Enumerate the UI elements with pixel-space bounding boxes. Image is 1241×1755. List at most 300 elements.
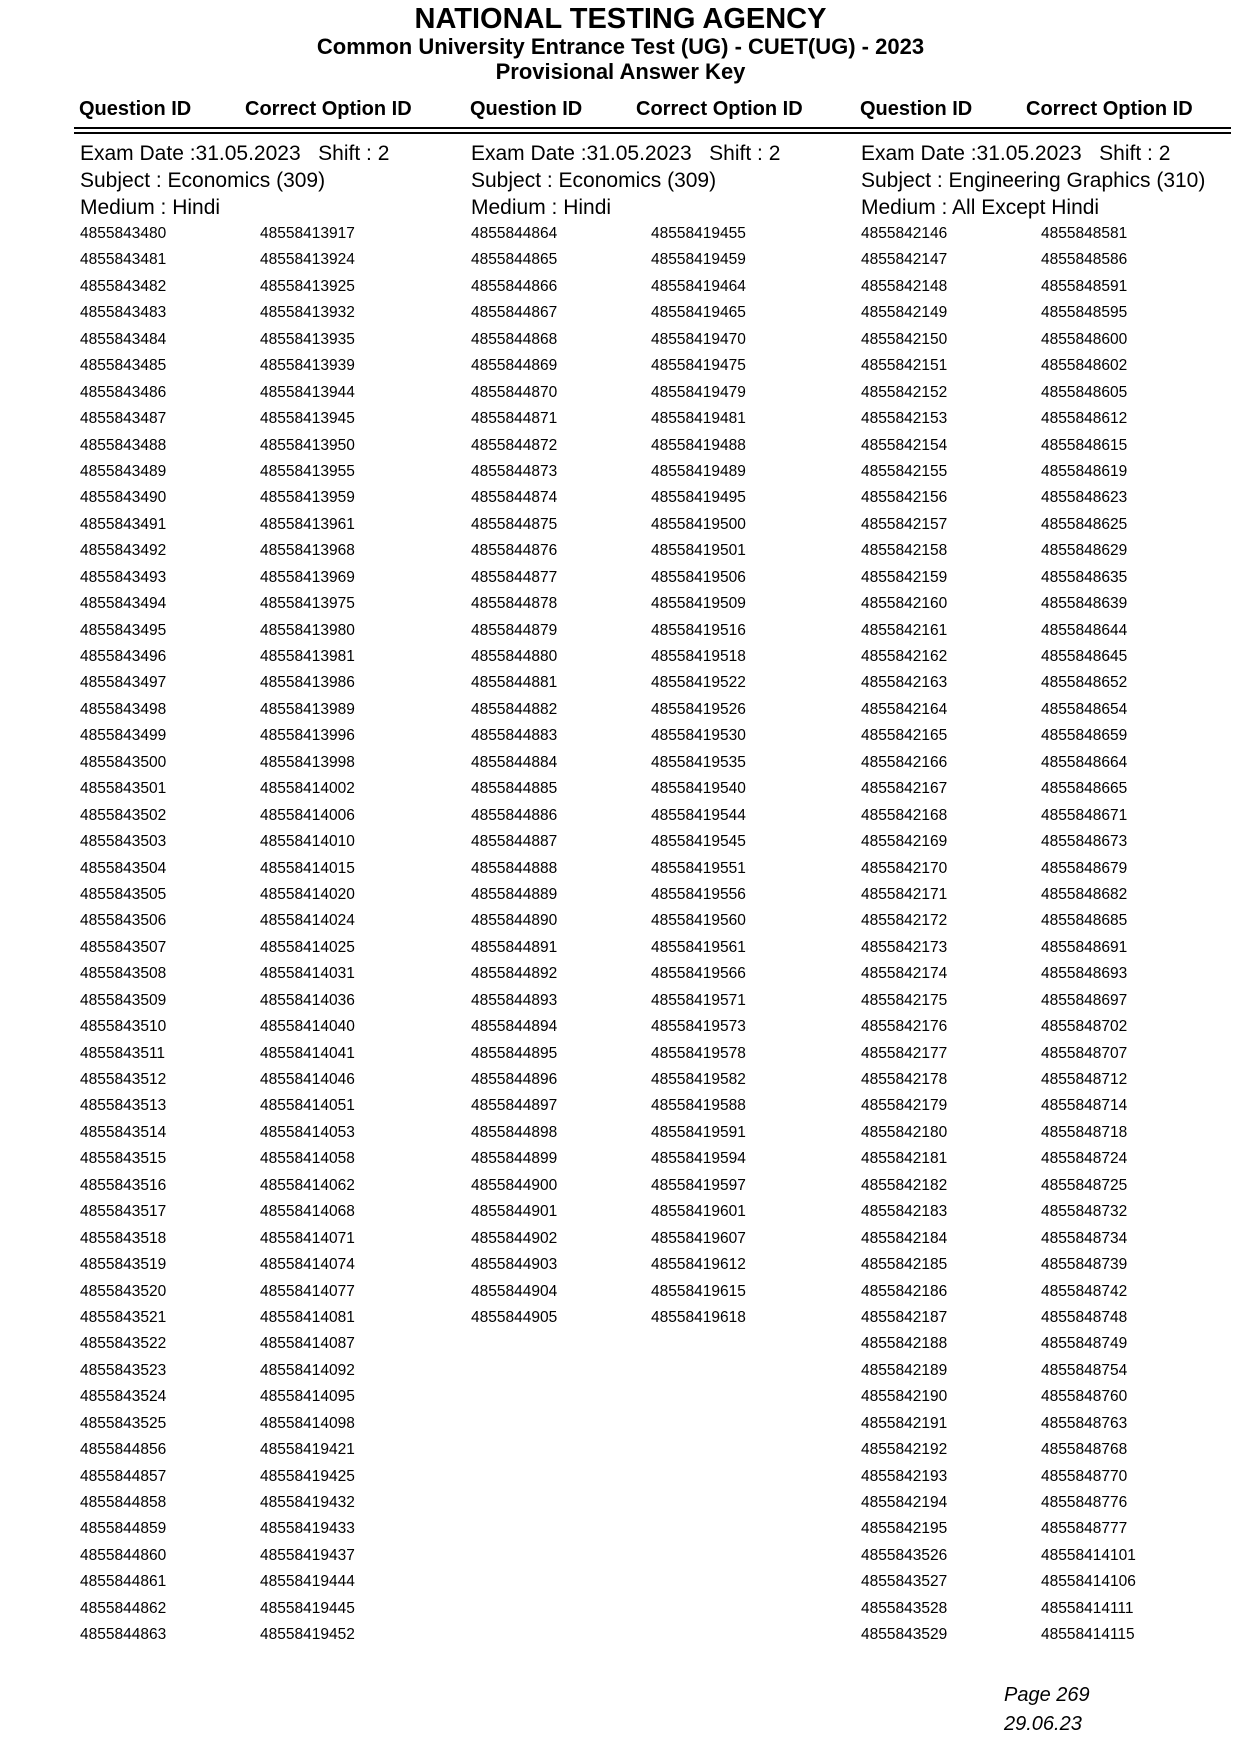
correct-option-id-cell: 48558419479 [651, 383, 746, 401]
correct-option-id-cell: 4855848742 [1041, 1282, 1128, 1300]
correct-option-id-cell: 4855848712 [1041, 1071, 1128, 1088]
question-id-cell: 4855843491 [80, 515, 167, 533]
question-id-cell: 4855844905 [471, 1308, 558, 1326]
table-row [861, 829, 1241, 855]
question-id-cell: 4855843499 [80, 727, 167, 745]
correct-option-id-cell: 48558419582 [651, 1071, 746, 1088]
table-row [861, 1569, 1241, 1595]
table-row [80, 1226, 460, 1252]
table-row [80, 961, 460, 987]
table-row [861, 1014, 1241, 1040]
table-row [861, 1305, 1241, 1331]
table-row [471, 750, 851, 776]
table-row [80, 1358, 460, 1384]
question-id-cell: 4855843513 [80, 1097, 167, 1115]
correct-option-id-cell: 48558413935 [260, 330, 355, 348]
correct-option-id-cell: 48558419518 [651, 648, 746, 665]
table-row [861, 1199, 1241, 1225]
correct-option-id-cell: 48558414106 [1041, 1573, 1136, 1591]
table-row [80, 1199, 460, 1225]
question-id-cell: 4855844880 [471, 648, 558, 665]
correct-option-id-cell: 4855848693 [1041, 965, 1128, 983]
correct-option-id-cell: 48558419500 [651, 515, 746, 533]
correct-option-id-cell: 48558413975 [260, 595, 355, 613]
correct-option-id-cell: 4855848625 [1041, 515, 1128, 533]
correct-option-id-cell: 48558419544 [651, 806, 746, 824]
table-row [861, 988, 1241, 1014]
question-id-cell: 4855844890 [471, 912, 558, 930]
exam-shift: Shift : 2 [709, 142, 781, 165]
correct-option-id-cell: 48558414020 [260, 885, 355, 903]
correct-option-id-cell: 48558413980 [260, 621, 355, 639]
question-id-cell: 4855844868 [471, 330, 558, 348]
correct-option-id-cell: 48558419526 [651, 700, 746, 718]
correct-option-id-cell: 48558419561 [651, 938, 746, 956]
correct-option-id-cell: 48558414087 [260, 1335, 355, 1353]
question-id-cell: 4855842156 [861, 489, 948, 507]
correct-option-id-cell: 48558419594 [651, 1150, 746, 1168]
question-id-cell: 4855843516 [80, 1176, 167, 1194]
exam-subject: Subject : Economics (309) [471, 169, 717, 192]
question-id-cell: 4855843517 [80, 1203, 167, 1221]
question-id-cell: 4855843488 [80, 436, 167, 454]
exam-name: Common University Entrance Test (UG) - CUET(UG) - 2023 [316, 34, 925, 59]
question-id-cell: 4855842165 [861, 727, 948, 745]
correct-option-id-cell: 4855848652 [1041, 674, 1128, 692]
table-row [471, 353, 851, 379]
correct-option-id-cell: 48558414015 [260, 859, 355, 877]
correct-option-id-cell: 48558419506 [651, 568, 746, 586]
correct-option-id-cell: 48558419530 [651, 727, 746, 745]
question-id-cell: 4855843487 [80, 410, 167, 428]
table-row [471, 908, 851, 934]
correct-option-id-cell: 4855848602 [1041, 357, 1128, 375]
correct-option-id-cell: 4855848697 [1041, 991, 1128, 1009]
question-id-cell: 4855844866 [471, 277, 558, 295]
question-id-cell: 4855843518 [80, 1229, 167, 1247]
correct-option-id-cell: 48558419545 [651, 833, 746, 851]
question-id-cell: 4855842151 [861, 357, 948, 375]
correct-option-id-cell: 48558419516 [651, 621, 746, 639]
question-id-cell: 4855842162 [861, 648, 948, 665]
table-row [471, 856, 851, 882]
table-row [861, 1437, 1241, 1463]
table-row [861, 565, 1241, 591]
correct-option-id-cell: 48558419618 [651, 1308, 746, 1326]
table-row [861, 1226, 1241, 1252]
table-row [80, 988, 460, 1014]
question-id-cell: 4855844878 [471, 595, 558, 613]
question-id-cell: 4855844892 [471, 965, 558, 983]
table-row [861, 1516, 1241, 1542]
question-id-cell: 4855842189 [861, 1361, 948, 1379]
correct-option-id-cell: 48558419432 [260, 1494, 355, 1511]
table-row [80, 433, 460, 459]
exam-date: Exam Date :31.05.2023 [861, 142, 1082, 165]
table-row [80, 1569, 460, 1595]
table-row [861, 723, 1241, 749]
correct-option-id-cell: 48558413944 [260, 383, 355, 401]
correct-option-id-cell: 4855848749 [1041, 1335, 1128, 1353]
answer-rows [471, 221, 851, 1331]
table-row [861, 327, 1241, 353]
correct-option-id-cell: 4855848679 [1041, 859, 1128, 877]
question-id-cell: 4855842190 [861, 1388, 948, 1406]
correct-option-id-cell: 4855848586 [1041, 251, 1128, 269]
question-id-cell: 4855843522 [80, 1335, 167, 1353]
question-id-cell: 4855843500 [80, 753, 167, 771]
correct-option-id-cell: 4855848714 [1041, 1097, 1128, 1115]
question-id-cell: 4855842182 [861, 1176, 948, 1194]
question-id-cell: 4855843506 [80, 912, 167, 930]
question-id-cell: 4855842191 [861, 1414, 948, 1432]
exam-shift: Shift : 2 [318, 142, 390, 165]
table-row [861, 538, 1241, 564]
correct-option-id-cell: 48558414092 [260, 1361, 355, 1379]
question-id-cell: 4855843519 [80, 1256, 167, 1274]
table-row [471, 1041, 851, 1067]
correct-option-id-cell: 48558414068 [260, 1203, 355, 1221]
question-id-cell: 4855842166 [861, 753, 948, 771]
table-row [861, 1252, 1241, 1278]
table-row [471, 670, 851, 696]
question-id-cell: 4855843489 [80, 462, 167, 480]
correct-option-id-cell: 48558414095 [260, 1388, 355, 1406]
table-row [471, 1093, 851, 1119]
exam-date: Exam Date :31.05.2023 [80, 142, 301, 165]
correct-option-id-cell: 48558419522 [651, 674, 746, 692]
question-id-cell: 4855842177 [861, 1044, 948, 1062]
exam-shift: Shift : 2 [1099, 142, 1171, 165]
table-row [861, 882, 1241, 908]
table-row [80, 353, 460, 379]
exam-meta-line [80, 140, 460, 167]
correct-option-id-cell: 48558413996 [260, 727, 355, 745]
correct-option-id-cell: 48558419591 [651, 1123, 746, 1141]
question-id-cell: 4855844875 [471, 515, 558, 533]
question-id-cell: 4855842180 [861, 1123, 948, 1141]
table-row [471, 247, 851, 273]
question-id-cell: 4855844873 [471, 462, 558, 480]
correct-option-id-cell: 48558419470 [651, 330, 746, 348]
question-id-cell: 4855844879 [471, 621, 558, 639]
table-row [861, 1411, 1241, 1437]
question-id-cell: 4855844893 [471, 991, 558, 1009]
correct-option-id-cell: 48558419501 [651, 542, 746, 560]
table-row [471, 776, 851, 802]
question-id-cell: 4855842169 [861, 833, 948, 851]
correct-option-id-cell: 4855848685 [1041, 912, 1128, 930]
exam-meta-line [861, 140, 1241, 167]
table-row [80, 327, 460, 353]
correct-option-id-cell: 4855848776 [1041, 1494, 1128, 1511]
table-row [80, 459, 460, 485]
table-row [861, 670, 1241, 696]
question-id-cell: 4855843486 [80, 383, 167, 401]
answer-rows [861, 221, 1241, 1649]
correct-option-id-cell: 48558419452 [260, 1626, 355, 1644]
table-row [80, 1622, 460, 1648]
correct-option-id-cell: 48558413917 [260, 225, 355, 242]
correct-option-id-cell: 4855848725 [1041, 1176, 1128, 1194]
answer-key-block [80, 140, 460, 1649]
table-row [471, 485, 851, 511]
table-row [471, 433, 851, 459]
column-header-correct-option-id: Correct Option ID [636, 98, 803, 120]
correct-option-id-cell: 4855848763 [1041, 1414, 1128, 1432]
answer-key-block [471, 140, 851, 1331]
correct-option-id-cell: 48558419560 [651, 912, 746, 930]
table-row [471, 1199, 851, 1225]
table-row [861, 908, 1241, 934]
question-id-cell: 4855842178 [861, 1071, 948, 1088]
question-id-cell: 4855842188 [861, 1335, 948, 1353]
question-id-cell: 4855842159 [861, 568, 948, 586]
table-row [861, 1464, 1241, 1490]
question-id-cell: 4855844861 [80, 1573, 167, 1591]
question-id-cell: 4855842171 [861, 885, 948, 903]
correct-option-id-cell: 4855848635 [1041, 568, 1128, 586]
table-row [80, 1543, 460, 1569]
table-row [80, 1464, 460, 1490]
table-row [471, 591, 851, 617]
question-id-cell: 4855843512 [80, 1071, 167, 1088]
correct-option-id-cell: 48558414046 [260, 1071, 355, 1088]
correct-option-id-cell: 48558419601 [651, 1203, 746, 1221]
correct-option-id-cell: 4855848581 [1041, 225, 1128, 242]
question-id-cell: 4855844870 [471, 383, 558, 401]
table-row [80, 776, 460, 802]
table-row [861, 247, 1241, 273]
correct-option-id-cell: 48558413998 [260, 753, 355, 771]
question-id-cell: 4855844881 [471, 674, 558, 692]
question-id-cell: 4855842176 [861, 1018, 948, 1036]
table-row [471, 274, 851, 300]
correct-option-id-cell: 4855848760 [1041, 1388, 1128, 1406]
correct-option-id-cell: 48558414024 [260, 912, 355, 930]
question-id-cell: 4855844901 [471, 1203, 558, 1221]
question-id-cell: 4855844856 [80, 1441, 167, 1459]
table-row [80, 1279, 460, 1305]
question-id-cell: 4855843490 [80, 489, 167, 507]
table-row [80, 1596, 460, 1622]
correct-option-id-cell: 4855848623 [1041, 489, 1128, 507]
correct-option-id-cell: 48558414006 [260, 806, 355, 824]
question-id-cell: 4855842187 [861, 1308, 948, 1326]
table-row [80, 723, 460, 749]
table-row [861, 1543, 1241, 1569]
question-id-cell: 4855842184 [861, 1229, 948, 1247]
table-row [861, 750, 1241, 776]
question-id-cell: 4855842174 [861, 965, 948, 983]
table-row [80, 300, 460, 326]
table-row [861, 485, 1241, 511]
table-row [861, 1622, 1241, 1648]
question-id-cell: 4855844859 [80, 1520, 167, 1538]
question-id-cell: 4855844876 [471, 542, 558, 560]
question-id-cell: 4855843508 [80, 965, 167, 983]
exam-medium: Medium : Hindi [80, 196, 221, 219]
table-row [861, 406, 1241, 432]
question-id-cell: 4855844860 [80, 1546, 167, 1564]
table-row [80, 1014, 460, 1040]
table-row [80, 1173, 460, 1199]
correct-option-id-cell: 4855848664 [1041, 753, 1128, 771]
footer-date: 29.06.23 [1004, 1713, 1082, 1735]
question-id-cell: 4855844872 [471, 436, 558, 454]
question-id-cell: 4855844904 [471, 1282, 558, 1300]
correct-option-id-cell: 4855848665 [1041, 780, 1128, 798]
question-id-cell: 4855843481 [80, 251, 167, 269]
table-row [861, 591, 1241, 617]
correct-option-id-cell: 48558419464 [651, 277, 746, 295]
question-id-cell: 4855842186 [861, 1282, 948, 1300]
question-id-cell: 4855842150 [861, 330, 948, 348]
question-id-cell: 4855843492 [80, 542, 167, 560]
correct-option-id-cell: 4855848645 [1041, 648, 1128, 665]
question-id-cell: 4855844867 [471, 304, 558, 322]
question-id-cell: 4855843504 [80, 859, 167, 877]
question-id-cell: 4855844896 [471, 1071, 558, 1088]
table-row [80, 565, 460, 591]
correct-option-id-cell: 48558419495 [651, 489, 746, 507]
correct-option-id-cell: 48558414081 [260, 1308, 355, 1326]
question-id-cell: 4855843501 [80, 780, 167, 798]
correct-option-id-cell: 48558413961 [260, 515, 355, 533]
correct-option-id-cell: 48558419509 [651, 595, 746, 613]
correct-option-id-cell: 48558414111 [1041, 1599, 1134, 1617]
question-id-cell: 4855842161 [861, 621, 948, 639]
question-id-cell: 4855842183 [861, 1203, 948, 1221]
table-row [471, 300, 851, 326]
correct-option-id-cell: 48558413932 [260, 304, 355, 322]
table-row [861, 1358, 1241, 1384]
question-id-cell: 4855843526 [861, 1546, 948, 1564]
question-id-cell: 4855844885 [471, 780, 558, 798]
question-id-cell: 4855843529 [861, 1626, 948, 1644]
question-id-cell: 4855844888 [471, 859, 558, 877]
table-row [80, 1490, 460, 1516]
correct-option-id-cell: 4855848659 [1041, 727, 1128, 745]
table-row [80, 882, 460, 908]
question-id-cell: 4855843484 [80, 330, 167, 348]
question-id-cell: 4855843498 [80, 700, 167, 718]
question-id-cell: 4855843523 [80, 1361, 167, 1379]
question-id-cell: 4855843520 [80, 1282, 167, 1300]
correct-option-id-cell: 4855848629 [1041, 542, 1128, 560]
correct-option-id-cell: 4855848768 [1041, 1441, 1128, 1459]
question-id-cell: 4855843497 [80, 674, 167, 692]
correct-option-id-cell: 4855848770 [1041, 1467, 1128, 1485]
table-row [861, 1146, 1241, 1172]
question-id-cell: 4855842158 [861, 542, 948, 560]
question-id-cell: 4855843515 [80, 1150, 167, 1168]
question-id-cell: 4855842192 [861, 1441, 948, 1459]
question-id-cell: 4855843510 [80, 1018, 167, 1036]
question-id-cell: 4855843525 [80, 1414, 167, 1432]
question-id-cell: 4855844869 [471, 357, 558, 375]
correct-option-id-cell: 48558413959 [260, 489, 355, 507]
question-id-cell: 4855842147 [861, 251, 948, 269]
question-id-cell: 4855842149 [861, 304, 948, 322]
exam-medium: Medium : All Except Hindi [861, 196, 1100, 219]
table-row [471, 644, 851, 670]
table-row [861, 856, 1241, 882]
table-row [471, 1146, 851, 1172]
correct-option-id-cell: 48558413939 [260, 357, 355, 375]
correct-option-id-cell: 48558413955 [260, 462, 355, 480]
question-id-cell: 4855843480 [80, 225, 167, 242]
correct-option-id-cell: 4855848702 [1041, 1018, 1128, 1036]
question-id-cell: 4855843485 [80, 357, 167, 375]
correct-option-id-cell: 48558414074 [260, 1256, 355, 1274]
table-row [861, 433, 1241, 459]
correct-option-id-cell: 48558419488 [651, 436, 746, 454]
table-row [861, 274, 1241, 300]
table-row [861, 644, 1241, 670]
correct-option-id-cell: 48558419566 [651, 965, 746, 983]
table-row [471, 327, 851, 353]
correct-option-id-cell: 48558419425 [260, 1467, 355, 1485]
exam-medium: Medium : Hindi [471, 196, 612, 219]
correct-option-id-cell: 48558414101 [1041, 1546, 1136, 1564]
table-row [861, 961, 1241, 987]
table-row [80, 1093, 460, 1119]
question-id-cell: 4855844891 [471, 938, 558, 956]
question-id-cell: 4855843528 [861, 1599, 948, 1617]
correct-option-id-cell: 4855848777 [1041, 1520, 1128, 1538]
table-row [80, 1305, 460, 1331]
question-id-cell: 4855842179 [861, 1097, 948, 1115]
correct-option-id-cell: 48558413950 [260, 436, 355, 454]
table-row [80, 1384, 460, 1410]
question-id-cell: 4855842194 [861, 1494, 948, 1511]
table-row [471, 1014, 851, 1040]
question-id-cell: 4855843494 [80, 595, 167, 613]
table-row [471, 882, 851, 908]
question-id-cell: 4855842155 [861, 462, 948, 480]
question-id-cell: 4855842193 [861, 1467, 948, 1485]
table-row [471, 803, 851, 829]
correct-option-id-cell: 4855848612 [1041, 410, 1128, 428]
table-row [80, 697, 460, 723]
correct-option-id-cell: 4855848619 [1041, 462, 1128, 480]
table-row [471, 1252, 851, 1278]
correct-option-id-cell: 48558413945 [260, 410, 355, 428]
table-row [471, 961, 851, 987]
header-divider [74, 127, 1231, 129]
table-row [80, 1252, 460, 1278]
table-row [80, 908, 460, 934]
question-id-cell: 4855842167 [861, 780, 948, 798]
correct-option-id-cell: 48558419597 [651, 1176, 746, 1194]
question-id-cell: 4855844897 [471, 1097, 558, 1115]
exam-meta-line [471, 140, 851, 167]
table-row [471, 723, 851, 749]
correct-option-id-cell: 48558419481 [651, 410, 746, 428]
correct-option-id-cell: 48558414051 [260, 1097, 355, 1115]
document-type: Provisional Answer Key [495, 59, 746, 84]
answer-rows [80, 221, 460, 1649]
question-id-cell: 4855842172 [861, 912, 948, 930]
question-id-cell: 4855844895 [471, 1044, 558, 1062]
table-row [80, 512, 460, 538]
table-row [861, 1093, 1241, 1119]
correct-option-id-cell: 48558413989 [260, 700, 355, 718]
table-row [80, 538, 460, 564]
table-row [861, 1173, 1241, 1199]
page-title: NATIONAL TESTING AGENCY [414, 3, 827, 35]
